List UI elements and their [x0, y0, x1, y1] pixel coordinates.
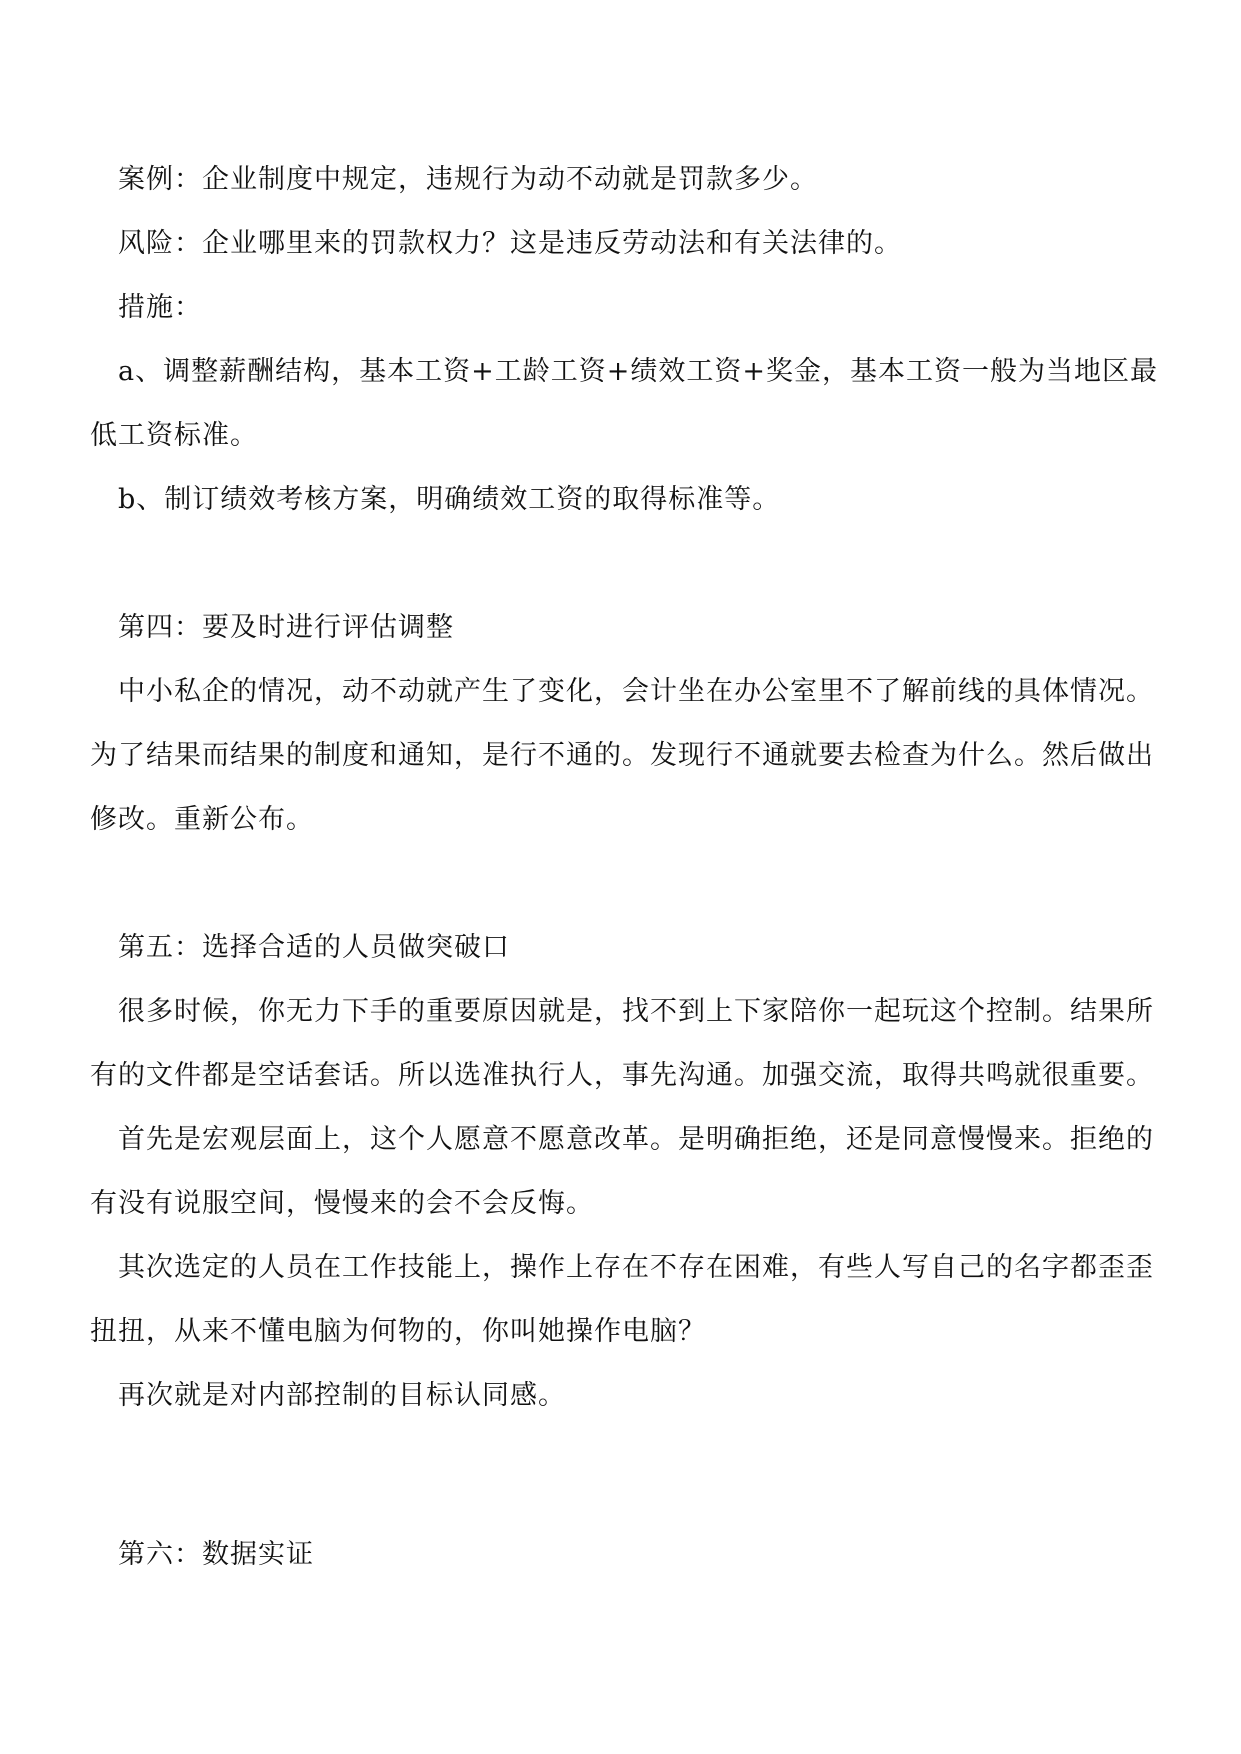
section-heading-6: 第六：数据实证	[118, 1539, 314, 1570]
paragraph-measures: 措施：	[118, 292, 202, 323]
paragraph-measure-b: b、制订绩效考核方案，明确绩效工资的取得标准等。	[118, 484, 781, 515]
paragraph-first-point: 首先是宏观层面上，这个人愿意不愿意改革。是明确拒绝，还是同意慢慢来。拒绝的有没有说服空间，慢慢来的会不会反悔。	[90, 1124, 1154, 1219]
paragraph-case: 案例：企业制度中规定，违规行为动不动就是罚款多少。	[118, 164, 818, 195]
paragraph-section-4-body: 中小私企的情况，动不动就产生了变化，会计坐在办公室里不了解前线的具体情况。为了结果而结果的制度和通知，是行不通的。发现行不通就要去检查为什么。然后做出修改。重新公布。	[90, 676, 1154, 835]
paragraph-third-point: 再次就是对内部控制的目标认同感。	[118, 1380, 566, 1411]
paragraph-section-5-body: 很多时候，你无力下手的重要原因就是，找不到上下家陪你一起玩这个控制。结果所有的文件都是空话套话。所以选准执行人，事先沟通。加强交流，取得共鸣就很重要。	[90, 996, 1154, 1091]
paragraph-second-point: 其次选定的人员在工作技能上，操作上存在不存在困难，有些人写自己的名字都歪歪扭扭，从来不懂电脑为何物的，你叫她操作电脑？	[90, 1252, 1154, 1347]
section-heading-4: 第四：要及时进行评估调整	[118, 612, 454, 643]
paragraph-risk: 风险：企业哪里来的罚款权力？这是违反劳动法和有关法律的。	[118, 228, 902, 259]
section-heading-5: 第五：选择合适的人员做突破口	[118, 932, 510, 963]
paragraph-measure-a: a、调整薪酬结构，基本工资+工龄工资+绩效工资+奖金，基本工资一般为当地区最低工资标准。	[90, 356, 1158, 451]
